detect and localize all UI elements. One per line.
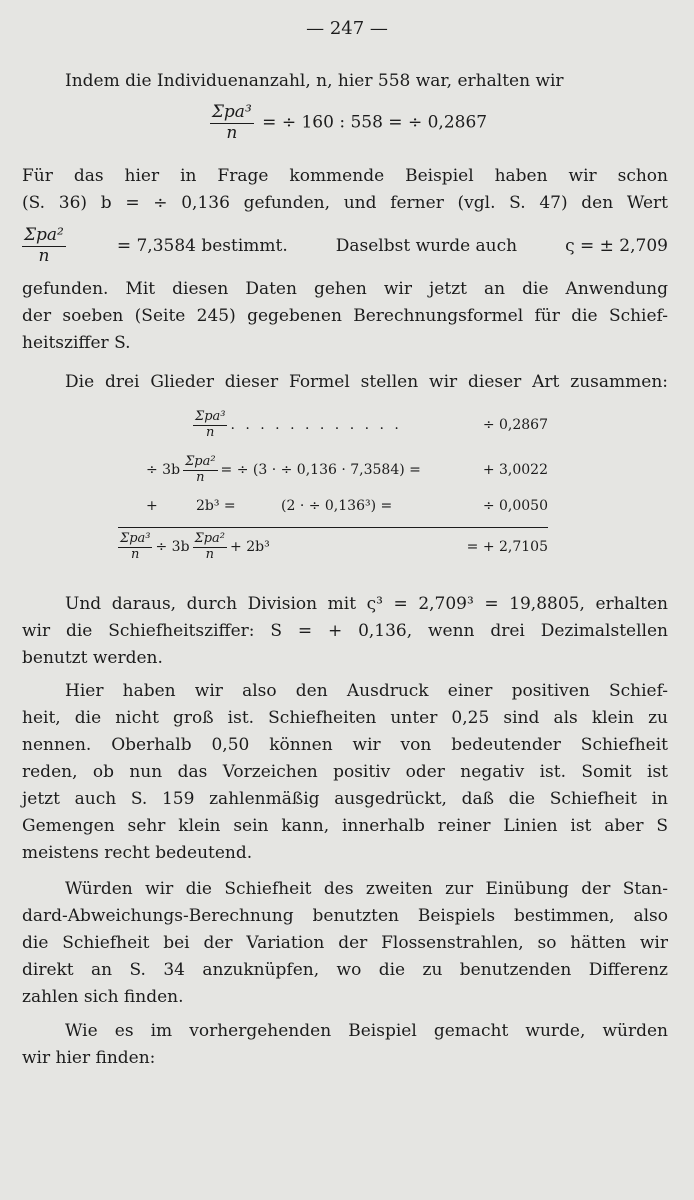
text-line: meistens recht bedeutend. <box>22 843 253 863</box>
text-line: heit, die nicht groß ist. Schiefheiten unter 0,25 sind als klein zu <box>22 708 668 728</box>
text-line: Würden wir die Schiefheit des zweiten zur Einübung der Stan- <box>65 879 668 899</box>
text-line: Indem die Individuenanzahl, n, hier 558 war, erhalten wir <box>65 71 564 91</box>
text-line: (S. 36) b = ÷ 0,136 gefunden, und ferner (vgl. S. 47) den Wert <box>22 193 668 213</box>
text-line: Die drei Glieder dieser Formel stellen wir dieser Art zusammen: <box>65 372 668 392</box>
sum-rule <box>118 527 548 528</box>
text-line: Wie es im vorhergehenden Beispiel gemacht wurde, würden <box>65 1021 668 1041</box>
paragraph-2-fraction-line: $\frac{\text{Σpa²}}{n}$ = 7,3584 bestimmt. Daselbst wurde auch ς = ± 2,709 <box>24 224 668 266</box>
equation-1: $\frac{\text{Σpa³}}{n}$ = ÷ 160 : 558 = ÷ 0,2867 <box>211 102 488 143</box>
text-line: zahlen sich finden. <box>22 987 184 1007</box>
text-line: nennen. Oberhalb 0,50 können wir von bedeutender Schiefheit <box>22 735 668 755</box>
paragraph-4 <box>22 591 668 672</box>
text-line: wir die Schiefheitsziffer: S = + 0,136, wenn drei Dezimalstellen <box>22 621 668 641</box>
paragraph-7 <box>22 1018 668 1072</box>
text-line: dard-Abweichungs-Berechnung benutzten Beispiels bestimmen, also <box>22 906 668 926</box>
table-row: + 2b³ = (2 · ÷ 0,136³) = ÷ 0,0050 <box>146 498 548 514</box>
text-line: Gemengen sehr klein sein kann, innerhalb reiner Linien ist aber S <box>22 816 668 836</box>
paragraph-3 <box>22 369 668 396</box>
text-line: gefunden. Mit diesen Daten gehen wir jetzt an die Anwendung <box>22 279 668 299</box>
text-line: Und daraus, durch Division mit ς³ = 2,709³ = 19,8805, erhalten <box>65 594 668 614</box>
text-line: benutzt werden. <box>22 648 163 668</box>
paragraph-5 <box>22 678 668 867</box>
page-number: — 247 — <box>306 18 388 39</box>
fraction: $\frac{\text{Σpa²}}{n}$ <box>24 224 64 266</box>
paragraph-2 <box>22 163 668 217</box>
text-line: direkt an S. 34 anzuknüpfen, wo die zu benutzenden Differenz <box>22 960 668 980</box>
paragraph-2-cont <box>22 276 668 357</box>
text-line: Für das hier in Frage kommende Beispiel haben wir schon <box>22 166 668 186</box>
table-row-total: $\frac{\text{Σpa³}}{n}$ ÷ 3b $\frac{\text{Σpa²}}{n}$ + 2b³ = + 2,7105 <box>120 531 548 562</box>
table-row: $\frac{\text{Σpa³}}{n}$ . . . . . . . . . . . . ÷ 0,2867 <box>195 409 548 440</box>
text-line: jetzt auch S. 159 zahlenmäßig ausgedrückt, daß die Schiefheit in <box>22 789 668 809</box>
paragraph-1 <box>22 68 668 95</box>
text-line: reden, ob nun das Vorzeichen positiv oder negativ ist. Somit ist <box>22 762 668 782</box>
text-line: Hier haben wir also den Ausdruck einer positiven Schief- <box>65 681 668 701</box>
paragraph-6 <box>22 876 668 1011</box>
text-line: die Schiefheit bei der Variation der Flossenstrahlen, so hätten wir <box>22 933 668 953</box>
text-line: heitsziffer S. <box>22 333 131 353</box>
table-row: ÷ 3b $\frac{\text{Σpa²}}{n}$ = ÷ (3 · ÷ 0,136 · 7,3584) = + 3,0022 <box>146 454 548 485</box>
text-line: wir hier finden: <box>22 1048 156 1068</box>
fraction: $\frac{\text{Σpa³}}{n}$ <box>211 102 252 143</box>
text-line: der soeben (Seite 245) gegebenen Berechnungsformel für die Schief- <box>22 306 668 326</box>
